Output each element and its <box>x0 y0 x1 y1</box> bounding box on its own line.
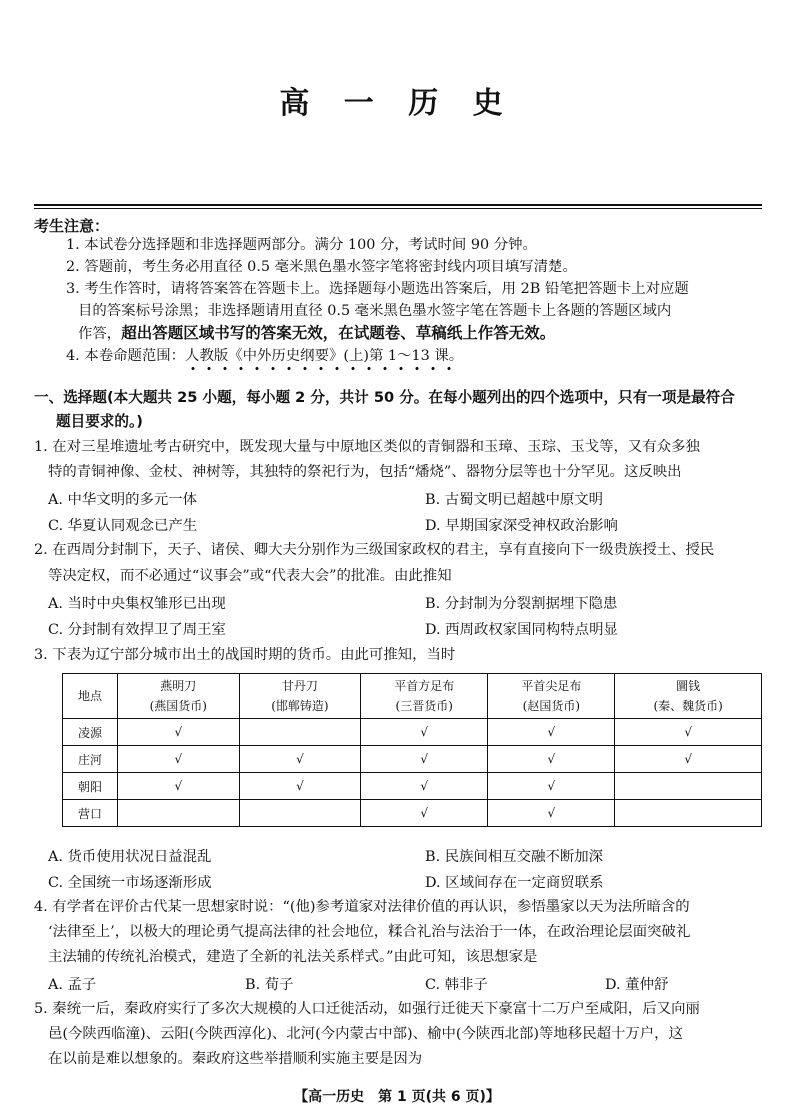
table-cell: √ <box>361 773 488 800</box>
table-cell: √ <box>361 746 488 773</box>
q2-option-d: D. 西周政权家国同构特点明显 <box>425 622 618 638</box>
table-cell: √ <box>488 746 615 773</box>
notice-item-3-end-plain: 作答， <box>78 326 122 342</box>
table-header <box>615 674 762 719</box>
q2-option-a: A. 当时中央集权雏形已出现 <box>48 596 226 612</box>
q5-stem-2: 邑(今陕西临潼)、云阳(今陕西淳化)、北河(今内蒙古中部)、榆中(今陕西北部)等地移民超十万户，这 <box>48 1026 683 1042</box>
notice-item-4-scope: 人教版《中外历史纲要》(上)第 1～13 课。 <box>185 348 463 371</box>
notice-item-4-label: 4. 本卷命题范围： <box>66 348 186 364</box>
notice-item-3-cont: 目的答案标号涂黑；非选择题请用直径 0.5 毫米黑色墨水签字笔在答题卡上各题的答题区域内 <box>78 303 672 319</box>
q4-option-a: A. 孟子 <box>48 977 97 993</box>
q3-option-d: D. 区域间存在一定商贸联系 <box>425 875 604 891</box>
table-place: 营口 <box>63 800 118 827</box>
q3-stem-1: 3. 下表为辽宁部分城市出土的战国时期的货币。由此可推知，当时 <box>34 647 456 663</box>
q2-option-c: C. 分封制有效捍卫了周王室 <box>48 622 226 638</box>
q2-stem-1: 2. 在西周分封制下，天子、诸侯、卿大夫分别作为三级国家政权的君主，享有直接向下一级贵族授土、授民 <box>34 542 715 558</box>
table-header <box>239 674 361 719</box>
table-header <box>118 674 240 719</box>
table-row <box>63 746 762 773</box>
header-sub: (燕国货币) <box>149 699 207 713</box>
notice-item-2: 2. 答题前，考生务必用直径 0.5 毫米黑色墨水签字笔将密封线内项目填写清楚。 <box>66 259 577 275</box>
section-heading-cont: 题目要求的。) <box>56 413 143 430</box>
header-name: 圜钱 <box>676 679 701 693</box>
header-name: 平首方足布 <box>394 679 455 693</box>
q1-option-b: B. 古蜀文明已超越中原文明 <box>425 492 604 508</box>
table-cell: √ <box>239 773 361 800</box>
table-cell: √ <box>488 719 615 746</box>
page-footer: 【高一历史 第 1 页(共 6 页)】 <box>294 1089 500 1105</box>
q3-option-c: C. 全国统一市场逐渐形成 <box>48 875 212 891</box>
q2-option-b: B. 分封制为分裂割据埋下隐患 <box>425 596 618 612</box>
table-cell <box>118 800 240 827</box>
q4-option-b: B. 荀子 <box>245 977 294 993</box>
header-sub: (邯郸铸造) <box>271 699 329 713</box>
header-name: 平首尖足布 <box>521 679 582 693</box>
header-sub: (三晋货币) <box>395 699 453 713</box>
table-header <box>361 674 488 719</box>
notice-item-1: 1. 本试卷分选择题和非选择题两部分。满分 100 分，考试时间 90 分钟。 <box>66 237 537 253</box>
table-row <box>63 719 762 746</box>
table-cell: √ <box>488 800 615 827</box>
table-place: 朝阳 <box>63 773 118 800</box>
table-place: 庄河 <box>63 746 118 773</box>
table-cell <box>239 719 361 746</box>
page-title: 高 一 历 史 <box>279 86 515 121</box>
q1-stem-2: 特的青铜神像、金杖、神树等，其独特的祭祀行为，包括“燔烧”、器物分层等也十分罕见。这反映出 <box>48 464 682 480</box>
q5-stem-3: 在以前是难以想象的。秦政府这些举措顺利实施主要是因为 <box>48 1051 423 1067</box>
q1-option-c: C. 华夏认同观念已产生 <box>48 518 198 534</box>
q4-stem-3: 主法辅的传统礼治模式，建造了全新的礼法关系样式。”由此可知，该思想家是 <box>48 949 538 965</box>
table-cell: √ <box>118 773 240 800</box>
q4-option-c: C. 韩非子 <box>425 977 488 993</box>
divider-thin <box>34 208 762 209</box>
table-cell <box>615 773 762 800</box>
q3-option-b: B. 民族间相互交融不断加深 <box>425 849 604 865</box>
q1-option-d: D. 早期国家深受神权政治影响 <box>425 518 618 534</box>
q5-stem-1: 5. 秦统一后，秦政府实行了多次大规模的人口迁徙活动，如强行迁徙天下豪富十二万户至咸阳，后又向丽 <box>34 1001 700 1017</box>
table-place: 凌源 <box>63 719 118 746</box>
table-header-row <box>63 674 762 719</box>
notice-item-3-end <box>78 323 555 344</box>
header-name: 燕明刀 <box>160 679 197 693</box>
table-header <box>488 674 615 719</box>
table-cell: √ <box>615 719 762 746</box>
q1-option-a: A. 中华文明的多元一体 <box>48 492 198 508</box>
q3-option-a: A. 货币使用状况日益混乱 <box>48 849 212 865</box>
q1-stem-1: 1. 在对三星堆遗址考古研究中，既发现大量与中原地区类似的青铜器和玉璋、玉琮、玉戈等，又有众多独 <box>34 439 700 455</box>
q4-stem-1: 4. 有学者在评价古代某一思想家时说：“(他)参考道家对法律价值的再认识，参悟墨家以天为法所暗含的 <box>34 899 690 915</box>
header-sub: (赵国货币) <box>522 699 581 713</box>
currency-table <box>62 673 762 827</box>
divider-thick <box>34 204 762 206</box>
notice-heading: 考生注意： <box>34 217 110 235</box>
table-row <box>63 773 762 800</box>
table-cell <box>615 800 762 827</box>
table-cell: √ <box>118 719 240 746</box>
table-cell: √ <box>615 746 762 773</box>
table-cell: √ <box>361 719 488 746</box>
table-row <box>63 800 762 827</box>
q4-option-d: D. 董仲舒 <box>605 977 669 993</box>
table-cell: √ <box>239 746 361 773</box>
notice-item-3-emphasis: 超出答题区域书写的答案无效，在试题卷、草稿纸上作答无效。 <box>121 324 556 342</box>
table-corner: 地点 <box>63 674 118 719</box>
notice-item-3: 3. 考生作答时，请将答案答在答题卡上。选择题每小题选出答案后，用 2B 铅笔把答题卡上对应题 <box>66 281 689 297</box>
notice-item-4 <box>66 346 463 366</box>
header-name: 甘丹刀 <box>281 679 318 693</box>
table-cell: √ <box>488 773 615 800</box>
table-cell: √ <box>118 746 240 773</box>
q2-stem-2: 等决定权，而不必通过“议事会”或“代表大会”的批准。由此推知 <box>48 568 452 584</box>
section-heading: 一、选择题(本大题共 25 小题，每小题 2 分，共计 50 分。在每小题列出的四个选项中，只有一项是最符合 <box>34 389 735 406</box>
header-sub: (秦、魏货币) <box>653 699 723 713</box>
table-cell: √ <box>361 800 488 827</box>
q4-stem-2: ‘法律至上’，以极大的理论勇气提高法律的社会地位，糅合礼治与法治于一体，在政治理论层面突破礼 <box>48 924 691 940</box>
table-cell <box>239 800 361 827</box>
